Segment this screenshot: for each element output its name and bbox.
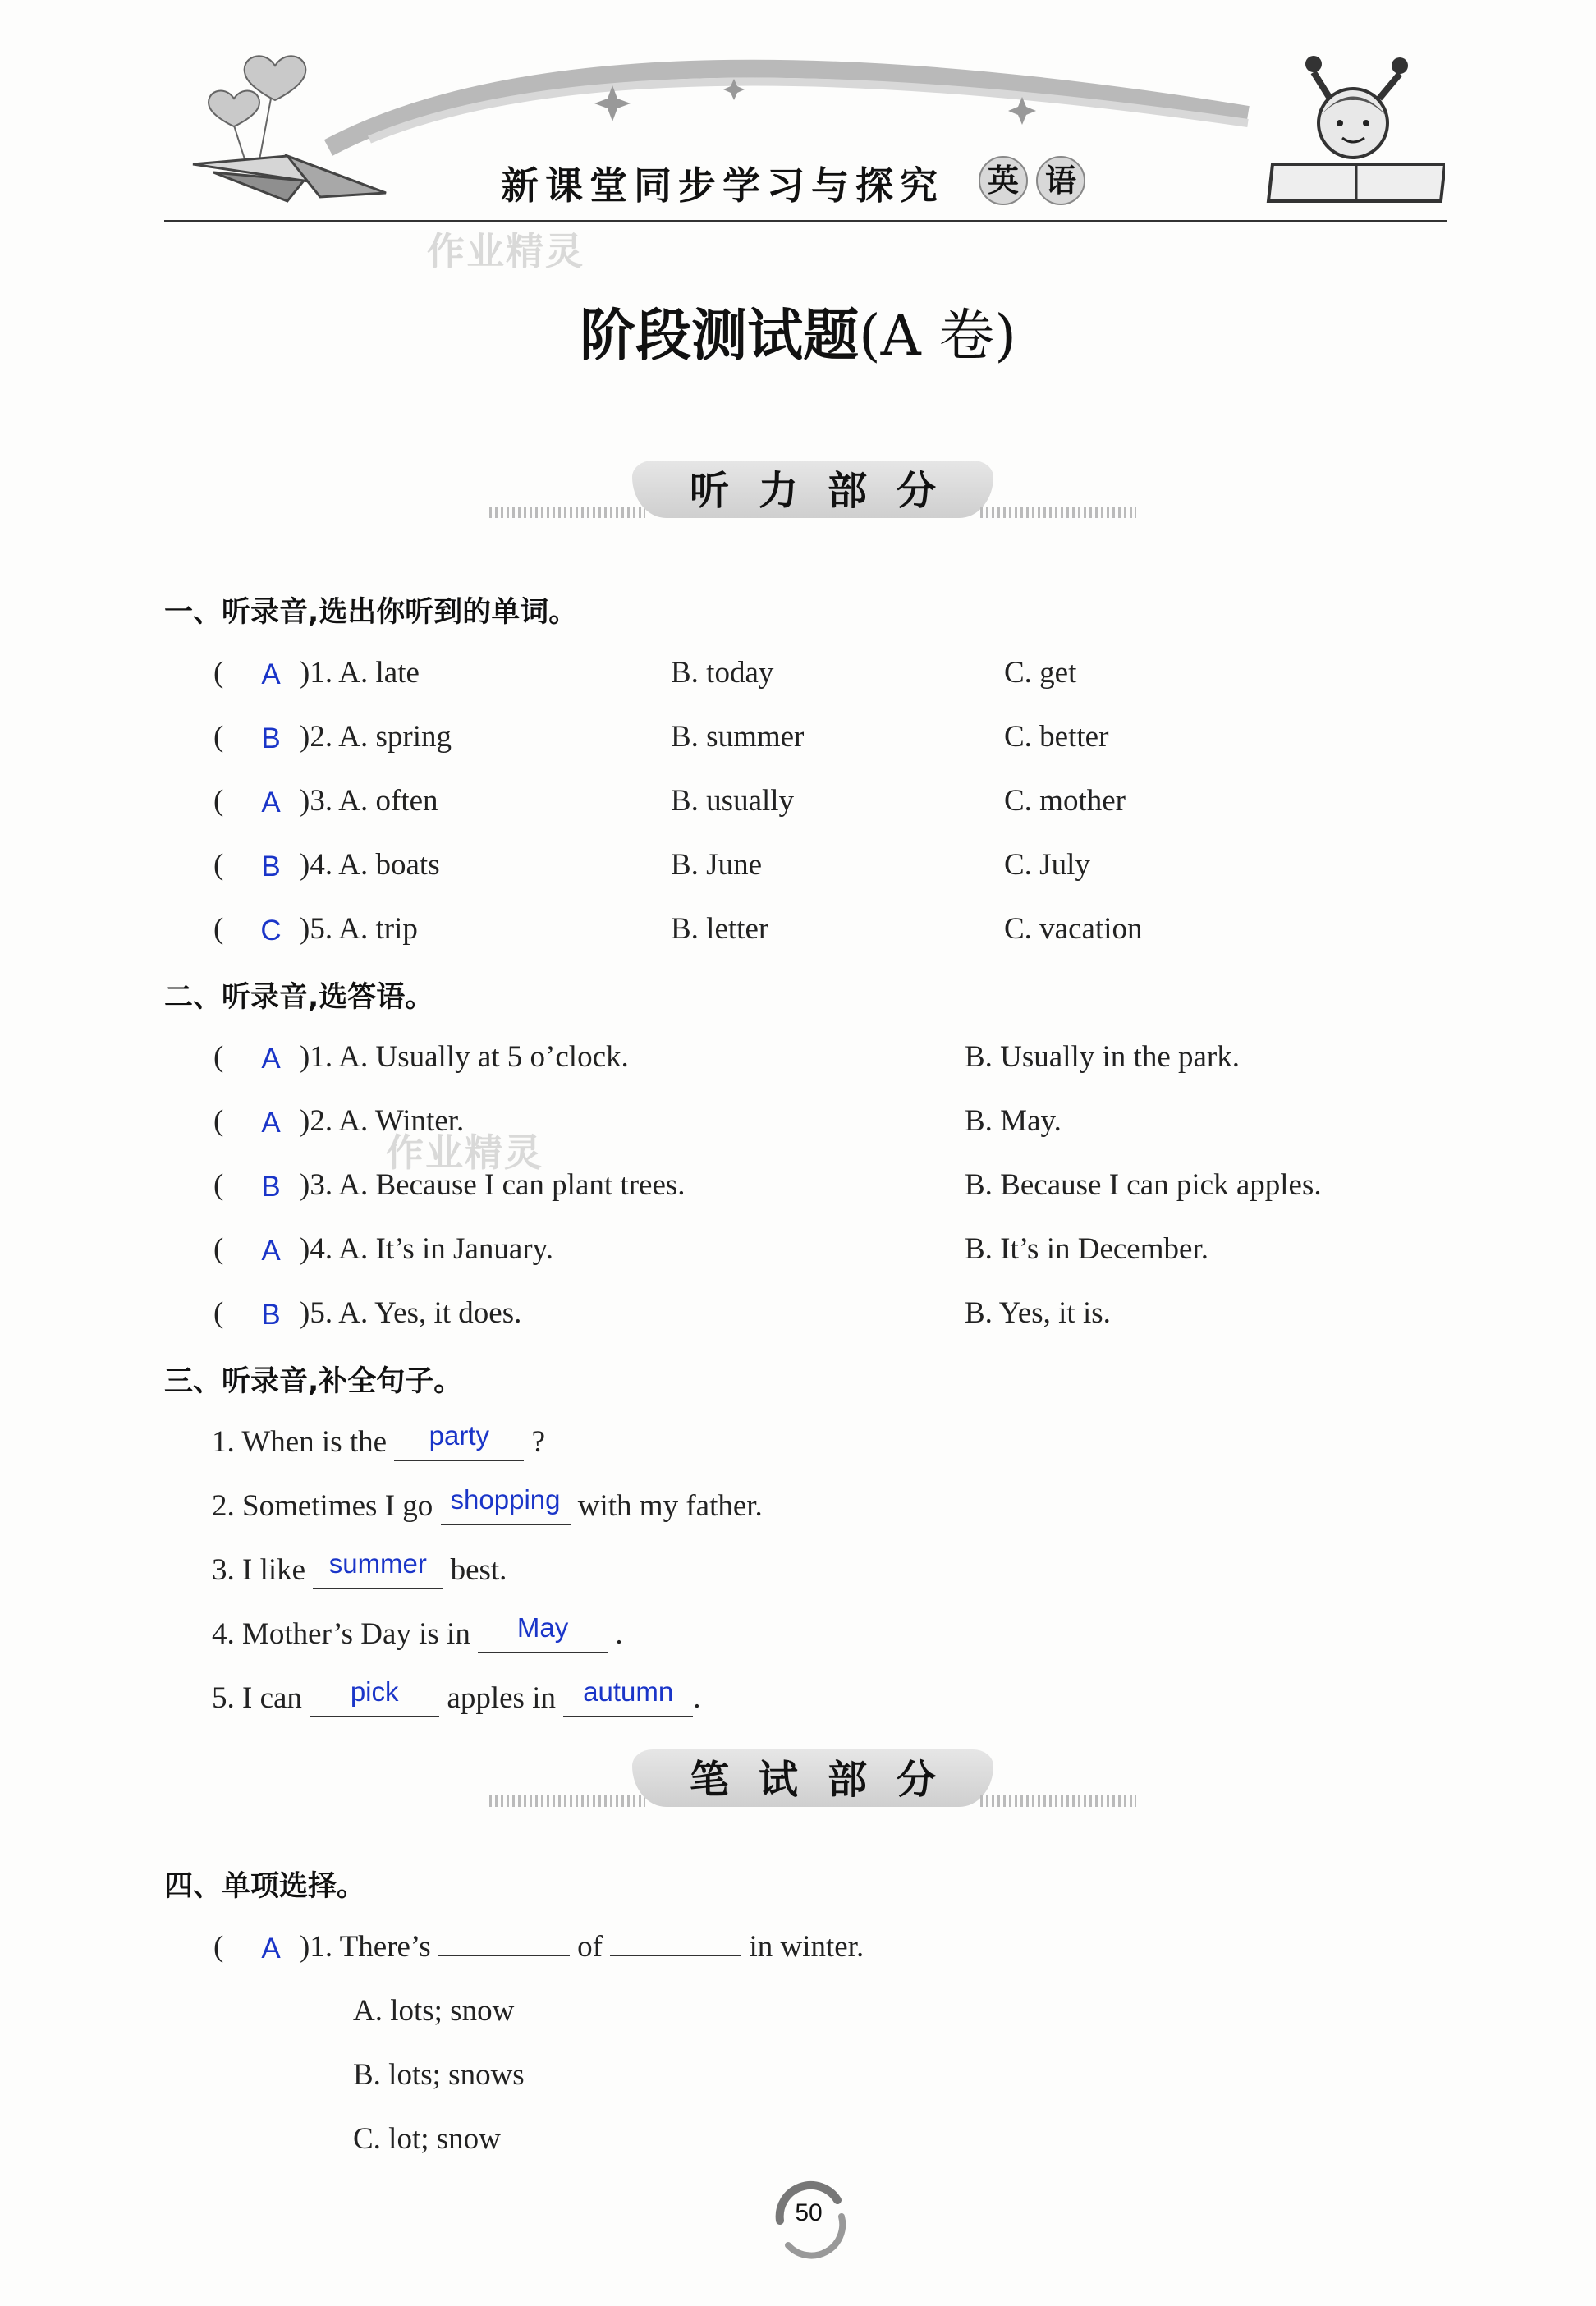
question-row: ( A )2. A. Winter. B. May. xyxy=(213,1104,1062,1139)
answer: A xyxy=(261,786,281,818)
answer: pick xyxy=(350,1676,399,1707)
series-title: 新课堂同步学习与探究 xyxy=(501,163,944,208)
option-a: )3. A. often xyxy=(300,784,438,818)
question-row: ( A )4. A. It’s in January. B. It’s in December. xyxy=(213,1232,1208,1267)
part3-heading: 三、听录音,补全句子。 xyxy=(164,1365,463,1398)
page-title xyxy=(0,291,1596,371)
subject-badge-1: 英 xyxy=(979,156,1028,205)
answer: B xyxy=(261,850,281,883)
option-a: )3. A. Because I can plant trees. xyxy=(300,1168,686,1202)
option-c: C. vacation xyxy=(1004,912,1143,946)
page-number: 50 xyxy=(795,2199,823,2226)
answer: B xyxy=(261,1171,281,1203)
blank xyxy=(438,1955,570,1956)
question-stem: )1. There’s of in winter. xyxy=(300,1930,864,1964)
question-row: ( B )2. A. spring B. summer C. better xyxy=(213,720,1109,754)
option-a: )4. A. It’s in January. xyxy=(300,1232,553,1266)
answer: A xyxy=(261,1107,281,1139)
choice-b: B. lots; snows xyxy=(353,2058,525,2092)
option-a: )4. A. boats xyxy=(300,848,440,882)
answer: C xyxy=(260,915,282,947)
answer: party xyxy=(429,1420,489,1451)
option-b: B. May. xyxy=(965,1104,1062,1138)
blank xyxy=(610,1955,741,1956)
choice-a: A. lots; snow xyxy=(353,1994,515,2028)
watermark: 作业精灵 xyxy=(427,229,585,273)
answer-blank xyxy=(313,1548,443,1589)
question-row: ( A )1. A. Usually at 5 o’clock. B. Usually in the park. xyxy=(213,1040,1241,1075)
option-b: B. letter xyxy=(671,912,769,946)
option-a: )5. A. Yes, it does. xyxy=(300,1296,522,1330)
option-c: C. mother xyxy=(1004,784,1126,818)
answer: May xyxy=(516,1612,569,1643)
paper-plane-icon xyxy=(193,156,386,201)
question-row: ( B )4. A. boats B. June C. July xyxy=(213,848,1090,883)
answer: shopping xyxy=(450,1484,561,1515)
option-a: )1. A. late xyxy=(300,656,420,690)
sentence-row: 3. I like summer best. xyxy=(212,1552,1484,1593)
sentence-row: 1. When is the party ? xyxy=(212,1424,1484,1465)
option-b: B. summer xyxy=(671,720,805,754)
answer-blank xyxy=(394,1420,524,1461)
option-b: B. today xyxy=(671,656,774,690)
option-b: B. Usually in the park. xyxy=(965,1040,1241,1074)
girl-reading-icon xyxy=(1268,56,1445,201)
sentence-row: 5. I can pick apples in autumn . xyxy=(212,1680,1484,1721)
answer-blank xyxy=(478,1612,608,1653)
option-b: B. It’s in December. xyxy=(965,1232,1208,1266)
hearts-decoration xyxy=(209,56,305,164)
listening-section-banner xyxy=(484,456,1141,538)
watermark: 作业精灵 xyxy=(386,1130,543,1175)
subject-badge-2: 语 xyxy=(1036,156,1085,205)
answer-blank xyxy=(563,1676,693,1717)
question-row: ( A )1. There’s of in winter. xyxy=(213,1930,864,1964)
part1-heading: 一、听录音,选出你听到的单词。 xyxy=(164,596,578,629)
answer: A xyxy=(261,1235,281,1267)
section-label: 听力部分 xyxy=(689,468,965,514)
question-row: ( A )1. A. late B. today C. get xyxy=(213,656,1077,690)
option-a: )1. A. Usually at 5 o’clock. xyxy=(300,1040,629,1074)
option-c: C. get xyxy=(1004,656,1077,690)
option-b: B. June xyxy=(671,848,762,882)
question-row: ( A )3. A. often B. usually C. mother xyxy=(213,784,1126,818)
choice-c: C. lot; snow xyxy=(353,2122,501,2156)
answer: A xyxy=(261,658,281,690)
answer: B xyxy=(261,722,281,754)
header-rule xyxy=(164,220,1447,222)
option-b: B. Yes, it is. xyxy=(965,1296,1111,1330)
page-title-paren: (A 卷) xyxy=(859,304,1016,369)
option-a: )5. A. trip xyxy=(300,912,418,946)
answer: A xyxy=(261,1932,281,1964)
option-c: C. July xyxy=(1004,848,1090,882)
option-b: B. Because I can pick apples. xyxy=(965,1168,1322,1202)
option-a: )2. A. Winter. xyxy=(300,1104,465,1138)
answer-blank xyxy=(310,1676,439,1717)
question-row: ( B )5. A. Yes, it does. B. Yes, it is. xyxy=(213,1296,1111,1331)
answer: A xyxy=(261,1043,281,1075)
writing-section-banner xyxy=(484,1744,1141,1827)
question-row: ( B )3. A. Because I can plant trees. B. Because I can pick apples. xyxy=(213,1168,1322,1203)
sentence-row: 4. Mother’s Day is in May . xyxy=(212,1616,1484,1657)
page-title-main: 阶段测试题 xyxy=(580,304,860,369)
page-number-badge xyxy=(764,2171,854,2262)
answer: B xyxy=(261,1299,281,1331)
option-c: C. better xyxy=(1004,720,1109,754)
section-label: 笔试部分 xyxy=(689,1757,965,1803)
option-a: )2. A. spring xyxy=(300,720,452,754)
answer: autumn xyxy=(583,1676,674,1707)
option-b: B. usually xyxy=(671,784,795,818)
answer-blank xyxy=(441,1484,571,1525)
answer: summer xyxy=(328,1548,427,1579)
question-row: ( C )5. A. trip B. letter C. vacation xyxy=(213,912,1143,947)
part4-heading: 四、单项选择。 xyxy=(164,1870,366,1903)
part2-heading: 二、听录音,选答语。 xyxy=(164,981,434,1014)
sentence-row: 2. Sometimes I go shopping with my father. xyxy=(212,1488,1484,1529)
